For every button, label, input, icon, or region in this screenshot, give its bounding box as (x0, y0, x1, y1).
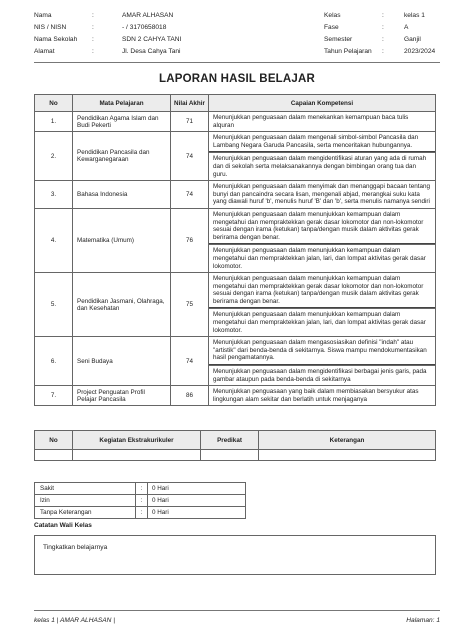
ekstra-col-predikat: Predikat (201, 431, 259, 450)
ekstra-col-kegiatan: Kegiatan Ekstrakurikuler (73, 431, 201, 450)
table-row (35, 112, 436, 132)
competency-text: Menunjukkan penguasaan dalam menyimak dan menanggapi bacaan tentang bunyi dan pancaindra secara lisan, mengenali abjad, merangkai suku kata yang diawali huruf 'b', menulis huruf 'B' dan 'b', serta menulis namanya sendiri (213, 183, 431, 206)
nama-value: AMAR ALHASAN (122, 11, 174, 19)
colon: : (92, 47, 94, 55)
nama-label: Nama (34, 11, 52, 19)
competency-text: Menunjukkan penguasaan dalam mengidentifikasi aturan yang ada di rumah dan di sekolah serta melaksanakannya dengan bimbingan orang tua dan guru. (209, 152, 435, 180)
subject-name: Pendidikan Agama Islam dan Budi Pekerti (73, 112, 171, 132)
competency-text: Menunjukkan penguasaan yang baik dalam membiasakan bersyukur atas lingkungan alam sekitar dan berlatih untuk menjaganya (213, 388, 419, 403)
subject-name: Project Penguatan Profil Pelajar Pancasila (73, 386, 171, 406)
subject-name: Bahasa Indonesia (73, 181, 171, 209)
grades-header-row (35, 95, 436, 112)
col-mapel-header: Mata Pelajaran (73, 95, 171, 112)
colon: : (382, 11, 384, 19)
absensi-row (35, 482, 246, 494)
ekstra-table (34, 430, 436, 461)
table-row (35, 208, 436, 272)
colon: : (382, 35, 384, 43)
absensi-row (35, 506, 246, 518)
table-row (35, 132, 436, 181)
competency-text: Menunjukkan penguasaan dalam menunjukkan kemampuan dalam mengetahui dan mempraktekkan gerak dasar lokomotor dan non-lokomotor sesuai dengan irama (ketukan) tanpa/dengan musik dalam aktivitas gerak berirama dengan benar. (209, 273, 435, 308)
absensi-spacer-row (35, 473, 246, 482)
absensi-label: Tanpa Keterangan (35, 506, 136, 518)
table-row (35, 386, 436, 406)
student-info (34, 9, 440, 57)
competency-cell (209, 181, 436, 209)
col-nilai-header: Nilai Akhir (171, 95, 209, 112)
row-number: 2. (35, 132, 73, 181)
semester-value: Ganjil (404, 35, 421, 43)
colon: : (92, 35, 94, 43)
colon: : (382, 47, 384, 55)
competency-text: Menunjukkan penguasaan dalam mengidentifikasi berbagai jenis garis, pada gambar ataupun pada benda-benda di sekitarnya (209, 365, 435, 385)
competency-text: Menunjukkan penguasaan dalam mengenali simbol-simbol Pancasila dan Lambang Negara Garuda Pancasila, serta menceritakan hubungannya. (209, 132, 435, 152)
colon: : (382, 23, 384, 31)
absensi-label: Sakit (35, 482, 136, 494)
competency-cell (209, 112, 436, 132)
info-row-1 (34, 9, 440, 21)
row-number: 5. (35, 273, 73, 337)
competency-cell (209, 386, 436, 406)
ekstra-header-row (35, 431, 436, 450)
competency-text: Menunjukkan penguasaan dalam mengasosiasikan definisi "indah" atau "artistik" dari benda-benda di sekitarnya. Siswa mampu mendokumentasikan hasil pengamatannya. (209, 337, 435, 365)
absensi-row (35, 494, 246, 506)
subject-name: Pendidikan Pancasila dan Kewarganegaraan (73, 132, 171, 181)
table-row (35, 181, 436, 209)
col-capaian-header: Capaian Kompetensi (209, 95, 436, 112)
subject-name: Matematika (Umum) (73, 208, 171, 272)
row-number: 7. (35, 386, 73, 406)
subject-name: Seni Budaya (73, 337, 171, 386)
tahun-value: 2023/2024 (404, 47, 436, 55)
absensi-label: Izin (35, 494, 136, 506)
table-row (35, 337, 436, 386)
absensi-colon: : (136, 482, 148, 494)
footer-divider (34, 610, 440, 611)
info-row-4 (34, 45, 440, 57)
table-row (35, 273, 436, 337)
col-no-header: No (35, 95, 73, 112)
ekstra-empty-row (35, 450, 436, 461)
kelas-value: kelas 1 (404, 11, 425, 19)
sekolah-label: Nama Sekolah (34, 35, 78, 43)
catatan-title: Catatan Wali Kelas (34, 522, 92, 529)
ekstra-col-no: No (35, 431, 73, 450)
absensi-value: 0 Hari (148, 506, 246, 518)
tahun-label: Tahun Pelajaran (324, 47, 372, 55)
footer-left: kelas 1 | AMAR ALHASAN | (34, 617, 115, 624)
nis-label: NIS / NISN (34, 23, 67, 31)
alamat-label: Alamat (34, 47, 55, 55)
sekolah-value: SDN 2 CAHYA TANI (122, 35, 182, 43)
colon: : (92, 11, 94, 19)
ekstra-col-keterangan: Keterangan (259, 431, 436, 450)
semester-label: Semester (324, 35, 353, 43)
competency-text: Menunjukkan penguasaan dalam menunjukkan kemampuan dalam mengetahui dan mempraktekkan jalan, lari, dan lompat aktivitas gerak dasar lokomotor. (209, 308, 435, 336)
absensi-colon: : (136, 494, 148, 506)
grades-table (34, 94, 436, 406)
absensi-value: 0 Hari (148, 494, 246, 506)
row-number: 1. (35, 112, 73, 132)
page-title: LAPORAN HASIL BELAJAR (158, 73, 316, 85)
catatan-box (34, 535, 436, 575)
fase-value: A (404, 23, 409, 31)
final-grade: 74 (171, 337, 209, 386)
fase-label: Fase (324, 23, 339, 31)
catatan-text: Tingkatkan belajarnya (43, 544, 108, 551)
competency-cell (209, 208, 436, 272)
absensi-colon: : (136, 506, 148, 518)
competency-cell (209, 337, 436, 386)
info-row-3 (34, 33, 440, 45)
final-grade: 76 (171, 208, 209, 272)
final-grade: 75 (171, 273, 209, 337)
final-grade: 74 (171, 181, 209, 209)
colon: : (92, 23, 94, 31)
absensi-table (34, 473, 246, 519)
final-grade: 71 (171, 112, 209, 132)
final-grade: 74 (171, 132, 209, 181)
row-number: 4. (35, 208, 73, 272)
nis-value: - / 3170658018 (122, 23, 167, 31)
absensi-value: 0 Hari (148, 482, 246, 494)
competency-cell (209, 273, 436, 337)
info-row-2 (34, 21, 440, 33)
competency-cell (209, 132, 436, 181)
footer (34, 617, 440, 624)
alamat-value: Jl. Desa Cahya Tani (122, 47, 181, 55)
competency-text: Menunjukkan penguasaan dalam menunjukkan kemampuan dalam mengetahui dan mempraktekkan jalan, lari, dan lompat aktivitas gerak dasar lokomotor. (209, 244, 435, 272)
competency-text: Menunjukkan penguasaan dalam menekankan kemampuan baca tulis alquran (213, 114, 409, 129)
footer-page-number: Halaman: 1 (406, 617, 440, 624)
header-divider (34, 62, 440, 63)
row-number: 3. (35, 181, 73, 209)
kelas-label: Kelas (324, 11, 341, 19)
subject-name: Pendidikan Jasmani, Olahraga, dan Kesehatan (73, 273, 171, 337)
row-number: 6. (35, 337, 73, 386)
competency-text: Menunjukkan penguasaan dalam menunjukkan kemampuan dalam mengetahui dan mempraktekkan gerak dasar lokomotor dan non-lokomotor sesuai dengan irama (ketukan) tanpa/dengan musik dalam aktivitas gerak berirama dengan benar. (209, 209, 435, 244)
final-grade: 86 (171, 386, 209, 406)
